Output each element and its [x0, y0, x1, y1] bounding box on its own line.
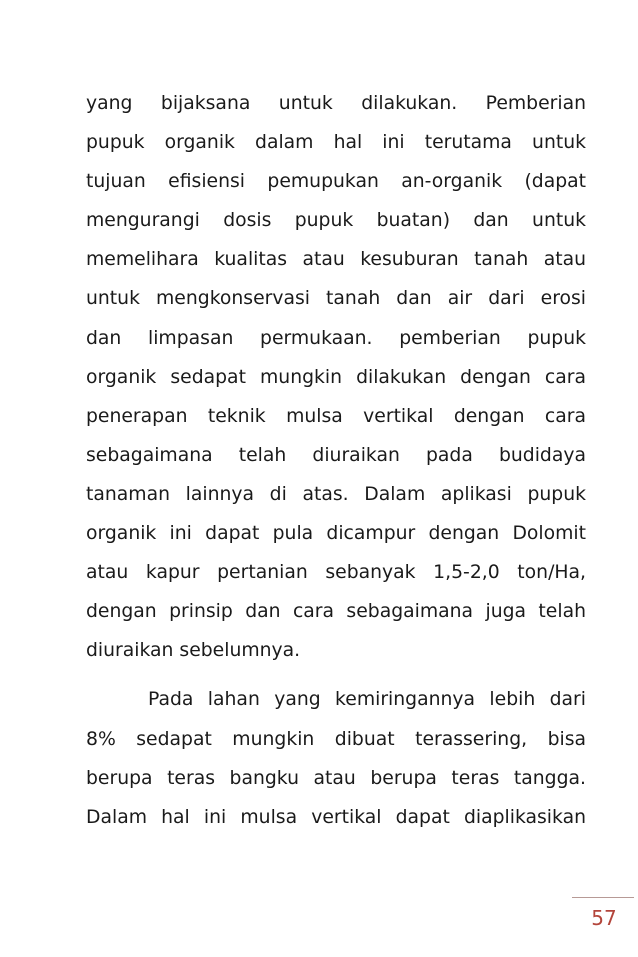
footer-divider	[572, 897, 634, 898]
text-line: organik sedapat mungkin dilakukan dengan cara	[86, 366, 586, 388]
text-line: memelihara kualitas atau kesuburan tanah atau	[86, 249, 586, 271]
paragraph-spacer	[86, 670, 586, 680]
text-line: tanaman lainnya di atas. Dalam aplikasi pupuk	[86, 483, 586, 505]
text-line: berupa teras bangku atau berupa teras tangga.	[86, 767, 586, 789]
text-line: pupuk organik dalam hal ini terutama untuk	[86, 132, 586, 154]
body-text	[86, 84, 586, 837]
text-line: dengan prinsip dan cara sebagaimana juga telah	[86, 601, 586, 623]
text-line: atau kapur pertanian sebanyak 1,5-2,0 ton/Ha,	[86, 562, 586, 584]
text-line: penerapan teknik mulsa vertikal dengan cara	[86, 405, 586, 427]
paragraph-1	[86, 84, 586, 670]
text-line: diuraikan sebelumnya.	[86, 640, 301, 662]
text-line: dan limpasan permukaan. pemberian pupuk	[86, 327, 586, 349]
text-line: sebagaimana telah diuraikan pada budidaya	[86, 444, 586, 466]
text-line: Pada lahan yang kemiringannya lebih dari	[148, 689, 586, 711]
text-line: organik ini dapat pula dicampur dengan Dolomit	[86, 523, 586, 545]
text-line: yang bijaksana untuk dilakukan. Pemberian	[86, 93, 586, 114]
page-number: 57	[591, 906, 617, 930]
text-line: tujuan efisiensi pemupukan an-organik (dapat	[86, 171, 586, 193]
text-line: mengurangi dosis pupuk buatan) dan untuk	[86, 210, 586, 232]
text-line: untuk mengkonservasi tanah dan air dari erosi	[86, 288, 586, 310]
text-line: Dalam hal ini mulsa vertikal dapat diaplikasikan	[86, 806, 586, 828]
text-line: 8% sedapat mungkin dibuat terassering, bisa	[86, 728, 586, 750]
paragraph-2	[86, 680, 586, 836]
